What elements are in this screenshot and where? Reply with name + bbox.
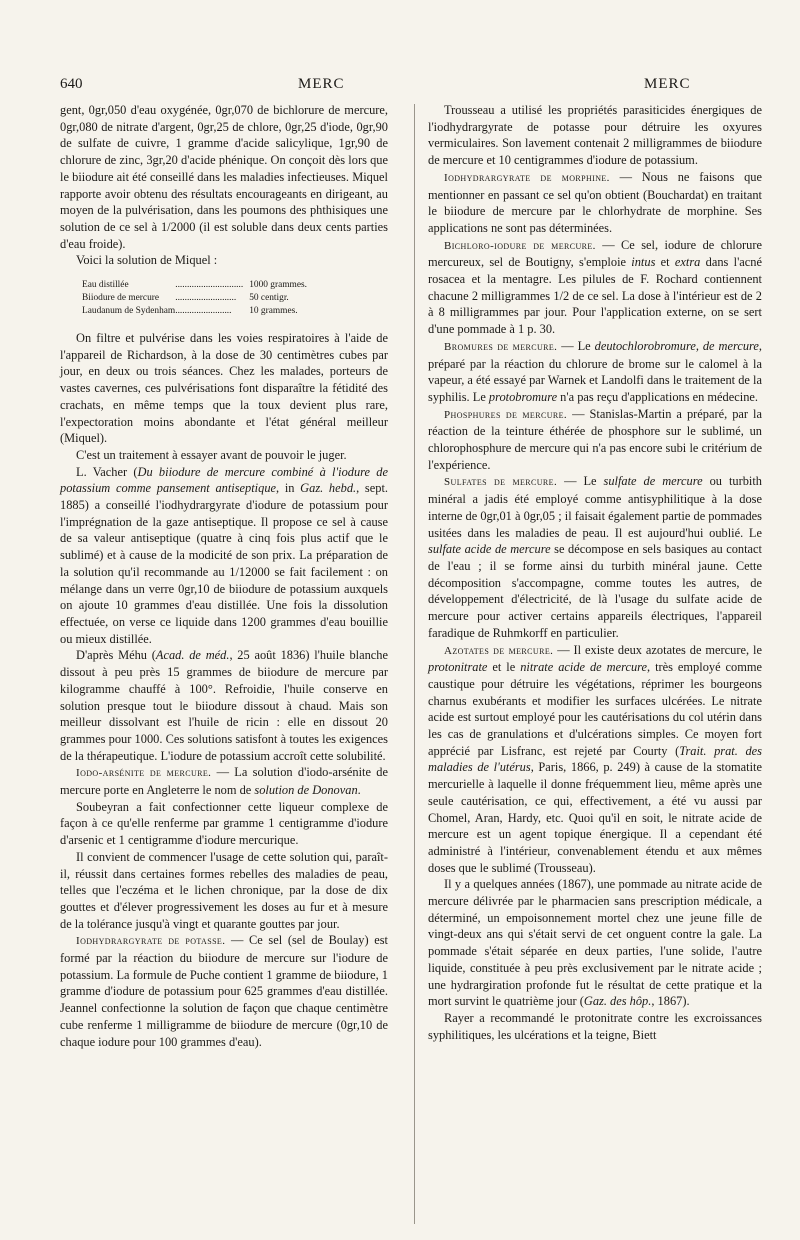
term: sulfate de mercure [603,474,703,489]
term: deutochlorobromure, de mercure [594,338,759,353]
term: sulfate acide de mercure [428,542,551,557]
miquel-formula-table [82,279,307,318]
paragraph: Trousseau a utilisé les propriétés parasiticides énergiques de l'iodhydrargyrate de potasse pour détruire les oxyures vermiculaires. Son lavement contenait 2 milligrammes de biiodure de mercure et 10 centigrammes d'iodure de potassium. [428,103,762,168]
formula-row [82,292,307,305]
cited-ref: Gaz. des hôp. [583,994,652,1009]
paragraph: Voici la solution de Miquel : [76,253,218,268]
paragraph: Bichloro-iodure de mercure. — Ce sel, iodure de chlorure mercureux, sel de Boutigny, s'emploie intus et extra dans l'acné rosacea et la mentagre. Les pilules de F. Rochard contiennent chacune 2 milligrammes 1/2 de ce sel. La dose à l'intérieur est de 2 à 8 milligrammes par jour. Pour l'application externe, on se sert d'une pommade à 1 p. 30. [428,237,763,337]
leader-dots: .......................... [175,293,237,304]
term: protobromure [488,389,558,404]
cited-title: Du biiodure de mercure combiné à l'iodure de potassium comme pansement antiseptique [60,464,388,496]
section-heading: Bichloro-iodure de mercure. [444,239,596,252]
right-column [428,102,762,1043]
paragraph: Il convient de commencer l'usage de cette solution qui, paraît-il, réussit dans certaines formes rebelles des maladies de peau, telles que l'eczéma et le lichen chronique, par la dose de dix gouttes et d'élever progressivement les doses au fur et à mesure de la tolérance jusqu'à vingt et quarante gouttes par jour. [60,849,388,931]
left-column [60,102,388,1050]
paragraph: Iodhydrargyrate de potasse. — Ce sel (sel de Boulay) est formé par la réaction du biiodure de mercure sur l'iodure de potassium. La formule de Puche contient 1 gramme de biiodure, 1 gramme d'iodure de potassium pour 625 grammes d'eau distillée. Jeannel confectionne la solution de façon que chaque centimètre cube renferme 1 milligramme de biiodure de mercure (0gr,10 de chaque iodure pour 100 grammes d'eau). [60,933,388,1049]
page-header [60,76,760,96]
formula-item: Eau distillée [82,280,129,291]
leader-dots: ........................ [175,306,232,317]
leader-dots: ............................. [175,280,244,291]
section-heading: Bromures de mercure. [444,340,558,353]
paragraph: gent, 0gr,050 d'eau oxygénée, 0gr,070 de bichlorure de mercure, 0gr,080 de nitrate d'argent, 0gr,25 de chlore, 0gr,25 d'iode, 0gr,90 de sulfate de cuivre, 1 gramme d'acide salicylique, 1gr,90 de chlorure de zinc, 3gr,20 d'acide phénique. On conçoit dès lors que le biiodure ait été conseillé dans les maladies infectieuses. Miquel rapporte avoir obtenu des résultats encourageants en dirigeant, au moyen de la pulvérisation, dans les poumons des phthisiques une solution de ce sel à 1/2000 (il est soluble dans deux cents parties d'eau froide). [60,103,388,251]
term: solution de Donovan [254,783,358,798]
section-heading: Iodhydrargyrate de potasse. [76,935,226,948]
running-head-right: MERC [644,76,691,92]
paragraph: C'est un traitement à essayer avant de pouvoir le juger. [76,447,347,462]
formula-qty: 50 centigr. [249,293,289,304]
formula-qty: 1000 grammes. [249,280,307,291]
cited-ref: Acad. de méd. [155,648,230,663]
paragraph: Sulfates de mercure. — Le sulfate de mercure ou turbith minéral a jadis été employé comme antisyphilitique à la dose interne de 0gr,01 à 0gr,05 ; il faisait également partie de pommades usitées dans les maladies de peau. Il est aujourd'hui oublié. Le sulfate acide de mercure se décompose en sels basiques au contact de l'eau ; il se forme ainsi du turbith minéral jaune. Cette décomposition s'accompagne, comme toutes les autres, de développement d'électricité, de là l'usage du sulfate acide de mercure pour activer certains appareils électriques, l'appareil faradique de Ruhmkorff en particulier. [428,474,762,640]
formula-row [82,279,307,292]
formula-item: Biiodure de mercure [82,293,160,304]
cited-journal: Gaz. hebd. [300,481,357,496]
paragraph: Bromures de mercure. — Le deutochlorobromure, de mercure, préparé par la réaction du chlorure de brome sur le calomel à la vapeur, a été essayé par Warnek et Landolfi dans le traitement de la syphilis. Le protobromure n'a pas reçu d'applications en médecine. [428,338,762,404]
paragraph: L. Vacher (Du biiodure de mercure combiné à l'iodure de potassium comme pansement antiseptique, in Gaz. hebd., sept. 1885) a conseillé l'iodhydrargyrate d'iodure de potassium pour l'imprégnation de la gaze antiseptique. Il propose ce sel à cause de sa valeur antiseptique (quatre à cinq fois plus actif que le sublimé) et à cause de la modicité de son prix. La préparation de la solution qu'il recommande au 1/12000 se fait facilement : on mélange dans un verre 0gr,10 de biiodure de potassium auxquels on ajoute 10 grammes d'eau distillée. Une fois la dissolution effectuée, on verse ce liquide dans 1200 grammes d'eau bouillie ou mieux distillée. [60,464,388,646]
formula-qty: 10 grammes. [249,306,298,317]
paragraph: Rayer a recommandé le protonitrate contre les excroissances syphilitiques, les ulcérations et la teigne, Biett [428,1010,762,1042]
paragraph: Azotates de mercure. — Il existe deux azotates de mercure, le protonitrate et le nitrate acide de mercure, très employé comme caustique pour détruire les végétations, réprimer les bourgeons charnus exubérants et modifier les surfaces ulcérées. Le nitrate acide est surtout employé pour les cautérisations du col utérin dans les cas de granulations et d'ulcérations simples. Ce moyen fort apprécié par Lisfranc, est rejeté par Courty (Trait. prat. des maladies de l'utérus, Paris, 1866, p. 249) à cause de la stomatite mercurielle à laquelle il donne fréquemment lieu, même après une seule cautérisation, ce qui, effectivement, a été vu aussi par Chomel, Aran, Hardy, etc. Quoi qu'il en soit, le nitrate acide de mercure est un agent topique énergique. Il a cependant été administré à l'intérieur, convenablement étendu et aux mêmes doses que le sublimé (Trousseau). [428,642,763,875]
formula-row [82,305,307,318]
term: nitrate acide de mercure [520,660,648,675]
paragraph: Phosphures de mercure. — Stanislas-Martin a préparé, par la réaction de la teinture éthérée de phosphore sur le sublimé, un chlorophosphure de mercure qui n'a pas encore subi le critérium de l'expérience. [428,406,762,472]
formula-item: Laudanum de Sydenham [82,306,176,317]
term: protonitrate [428,660,488,675]
paragraph: On filtre et pulvérise dans les voies respiratoires à l'aide de l'appareil de Richardson, à la dose de 30 centimètres cubes par jour, en deux ou trois séances. Chez les malades, porteurs de vastes cavernes, ces pulvérisations font disparaître la fétidité des crachats, en même temps que la toux devient plus rare, l'expectoration moins abondante et l'état général meilleur (Miquel). [60,331,388,446]
column-divider [414,104,415,1224]
section-heading: Sulfates de mercure. [444,476,558,489]
paragraph: D'après Méhu (Acad. de méd., 25 août 1836) l'huile blanche dissout à peu près 15 grammes de biiodure de mercure par kilogramme chauffé à 100°. Refroidie, l'huile conserve en solution presque tout le biiodure dissout à chaud. Mais son meilleur dissolvant est l'huile de ricin : elle en dissout 20 grammes pour 1000. Ces solutions satisfont à toutes les exigences de la thérapeutique. L'iodure de potassium accroît cette solubilité. [60,648,388,763]
running-head-left: MERC [298,76,345,92]
section-heading: Iodhydrargyrate de morphine. [444,171,610,184]
section-heading: Iodo-arsénite de mercure. [76,767,212,780]
cited-ref: Trait. prat. des maladies de l'utérus [428,743,762,775]
paragraph: Soubeyran a fait confectionner cette liqueur complexe de façon à ce qu'elle renferme par gramme 1 centigramme d'iodure d'arsenic et 1 centigramme d'iodure mercurique. [60,799,388,848]
section-heading: Phosphures de mercure. [444,408,568,421]
paragraph: Il y a quelques années (1867), une pommade au nitrate acide de mercure délivrée par le pharmacien sans prescription médicale, a déterminé, un empoisonnement mortel chez une jeune fille de vingt-deux ans qui s'était servi de cet onguent contre la gale. La pommade s'était séparée en deux parties, l'une solide, l'autre liquide, constituée à peu près exclusivement par le nitrate acide ; une hydrargiration profonde fut le résultat de cette pratique et la mort survint le quatrième jour (Gaz. des hôp., 1867). [428,877,762,1009]
paragraph: Iodo-arsénite de mercure. — La solution d'iodo-arsénite de mercure porte en Angleterre le nom de solution de Donovan. [60,765,388,798]
section-heading: Azotates de mercure. [444,644,554,657]
paragraph: Iodhydrargyrate de morphine. — Nous ne faisons que mentionner en passant ce sel qu'on obtient (Bouchardat) en traitant le biiodure de mercure par le chlorhydrate de morphine. Ses applications ne sont pas déterminées. [428,169,762,235]
page-number: 640 [60,76,83,92]
